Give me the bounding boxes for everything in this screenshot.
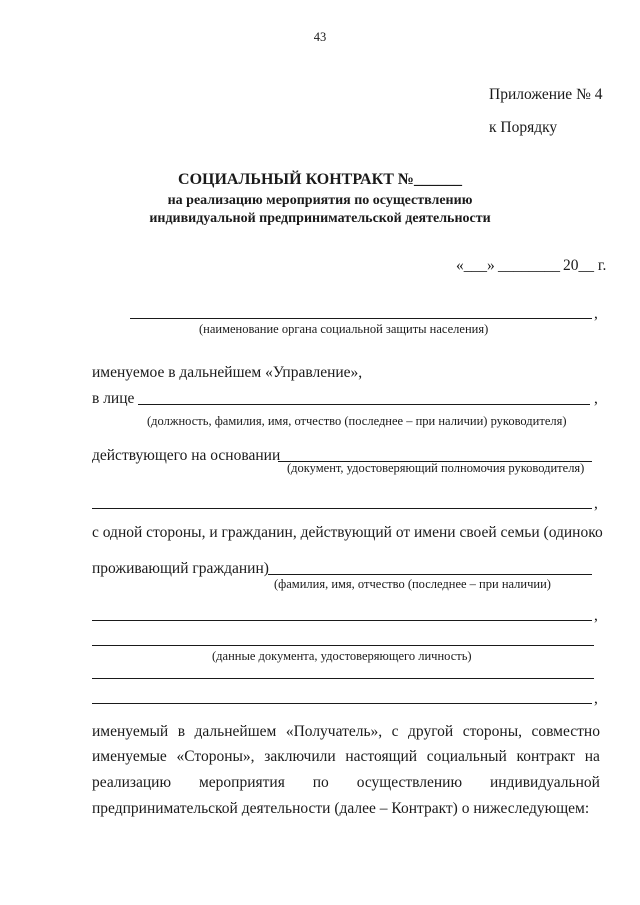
contract-subtitle-2: индивидуальной предпринимательской деятельности	[149, 211, 491, 226]
word: другой	[408, 723, 454, 740]
appendix-reference: к Порядку	[489, 119, 558, 136]
paragraph-line-1	[92, 723, 600, 741]
date-month: ________	[498, 257, 560, 274]
word: стороны,	[462, 723, 523, 740]
date-year: 20__ г.	[563, 257, 607, 274]
word: именуемый	[92, 723, 169, 740]
word: «Получатель»,	[285, 723, 383, 740]
hereinafter-administration: именуемое в дальнейшем «Управление»,	[92, 364, 363, 381]
citizen-name-line	[268, 574, 592, 575]
position-comma: ,	[594, 390, 598, 407]
position-line	[138, 404, 590, 405]
word: социальный	[426, 748, 507, 765]
word: контракт	[516, 748, 576, 765]
living-citizen-label: проживающий гражданин)	[92, 560, 269, 577]
word: с	[391, 723, 399, 740]
org-name-caption: (наименование органа социальной защиты населения)	[199, 322, 489, 336]
id-continuation-comma: ,	[594, 690, 598, 707]
word: «Стороны»,	[176, 748, 255, 765]
authority-caption: (документ, удостоверяющий полномочия руководителя)	[287, 461, 585, 475]
authority-continuation-comma: ,	[594, 495, 598, 512]
page-number: 43	[313, 30, 327, 44]
id-continuation-line-1	[92, 678, 594, 679]
id-document-line	[92, 645, 594, 646]
acting-basis-label: действующего на основании	[92, 447, 281, 464]
appendix-number: Приложение № 4	[489, 86, 603, 103]
word: в	[177, 723, 186, 740]
word: дальнейшем	[194, 723, 277, 740]
word: настоящий	[345, 748, 418, 765]
word: совместно	[531, 723, 600, 740]
word: осуществлению	[356, 774, 463, 791]
paragraph-line-2	[92, 748, 600, 766]
citizen-continuation-line	[92, 620, 592, 621]
paragraph-line-3	[92, 774, 600, 792]
word: реализацию	[92, 774, 172, 791]
date-day: «___»	[456, 257, 495, 274]
paragraph-line-4: предпринимательской деятельности (далее – Контракт) о нижеследующем:	[92, 800, 590, 817]
position-caption: (должность, фамилия, имя, отчество (последнее – при наличии) руководителя)	[147, 414, 567, 428]
citizen-name-caption: (фамилия, имя, отчество (последнее – при наличии)	[274, 577, 551, 591]
word: по	[312, 774, 329, 791]
org-name-comma: ,	[594, 305, 598, 322]
id-continuation-line-2	[92, 703, 592, 704]
one-side-text: с одной стороны, и гражданин, действующий от имени своей семьи (одиноко	[92, 524, 603, 541]
word: именуемые	[92, 748, 167, 765]
word: мероприятия	[198, 774, 285, 791]
word: заключили	[264, 748, 336, 765]
authority-continuation-line	[92, 508, 592, 509]
contract-title: СОЦИАЛЬНЫЙ КОНТРАКТ №______	[178, 171, 462, 188]
id-document-caption: (данные документа, удостоверяющего личность)	[212, 649, 472, 663]
word: на	[584, 748, 600, 765]
org-name-line	[130, 318, 592, 319]
citizen-continuation-comma: ,	[594, 607, 598, 624]
in-person-label: в лице	[92, 390, 135, 407]
word: индивидуальной	[489, 774, 600, 791]
contract-subtitle-1: на реализацию мероприятия по осуществлению	[167, 193, 473, 208]
